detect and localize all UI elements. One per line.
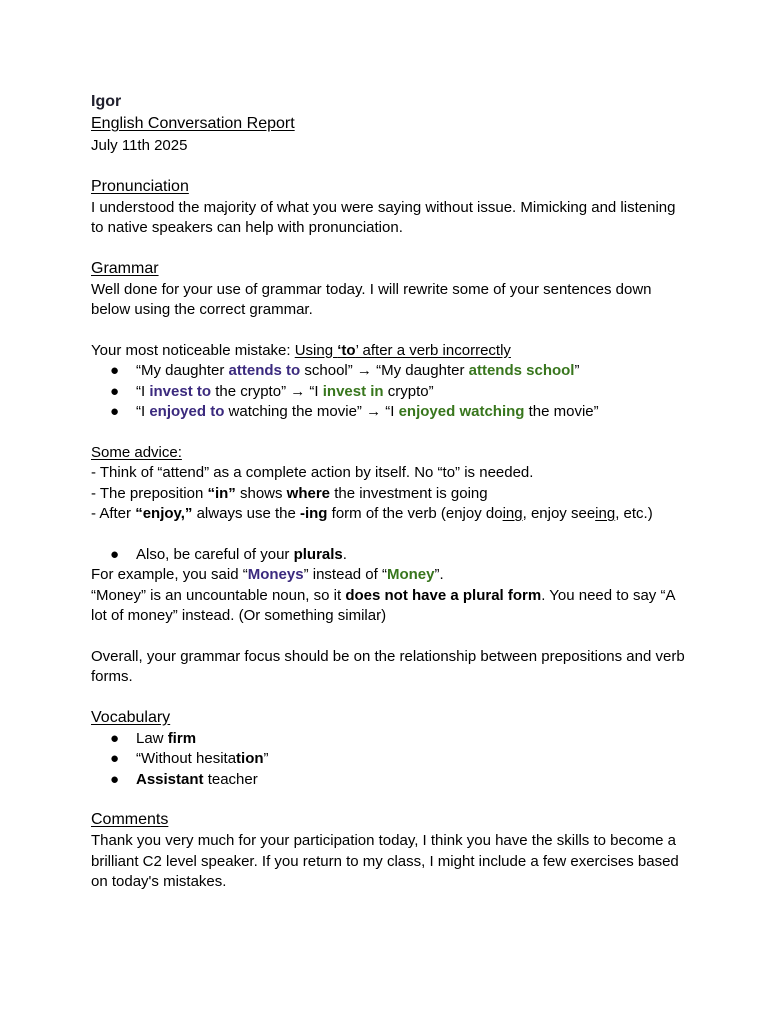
pronunciation-text: I understood the majority of what you were saying without issue. Mimicking and listening to native speakers can help with pronunciation.	[91, 198, 676, 236]
advice-heading: Some advice:	[91, 443, 182, 461]
grammar-examples-list	[91, 361, 688, 423]
wrong-word: Moneys	[247, 566, 304, 583]
correct-phrase: attends school	[468, 362, 575, 379]
grammar-intro: Well done for your use of grammar today. I will rewrite some of your sentences down below using the correct grammar.	[91, 280, 652, 318]
list-item: ● Assistant teacher	[91, 770, 688, 791]
mistake-description: Using ‘to’ after a verb incorrectly	[294, 341, 511, 359]
grammar-heading: Grammar	[91, 259, 159, 277]
bullet-icon: ●	[110, 750, 120, 767]
grammar-mistake-line: Your most noticeable mistake: Using ‘to’ after a verb incorrectly	[91, 341, 511, 359]
bullet-icon: ●	[110, 362, 120, 379]
list-item: ● “I invest to the crypto” → “I invest in crypto”	[91, 382, 688, 403]
correct-phrase: invest in	[322, 382, 384, 400]
vocabulary-heading: Vocabulary	[91, 708, 171, 726]
comments-heading: Comments	[91, 811, 169, 828]
comments-text: Thank you very much for your participation today, I think you have the skills to become a brilliant C2 level speaker. If you return to my class, I might include a few exercises based on today's mistakes.	[91, 832, 679, 890]
bullet-icon: ●	[110, 403, 120, 420]
money-explanation: “Money” is an uncountable noun, so it does not have a plural form. You need to say “A lot of money” instead. (Or something similar)	[91, 586, 675, 624]
student-name: Igor	[91, 93, 122, 110]
advice-item: - After “enjoy,” always use the -ing form of the verb (enjoy doing, enjoy seeing, etc.)	[91, 505, 653, 522]
list-item: ● Also, be careful of your plurals.	[91, 545, 688, 566]
grammar-overall: Overall, your grammar focus should be on the relationship between prepositions and verb forms.	[91, 647, 685, 685]
wrong-phrase: invest to	[149, 382, 212, 400]
advice-item: - Think of “attend” as a complete action by itself. No “to” is needed.	[91, 464, 534, 481]
correct-word: Money	[386, 566, 435, 583]
plural-example: For example, you said “Moneys” instead of “Money”.	[91, 566, 444, 583]
plurals-list	[91, 545, 688, 566]
list-item: ● Law firm	[91, 729, 688, 750]
wrong-phrase: enjoyed to	[149, 403, 225, 420]
list-item: ● “My daughter attends to school” → “My daughter attends school”	[91, 361, 688, 382]
report-date: July 11th 2025	[91, 137, 188, 154]
list-item: ● “Without hesitation”	[91, 749, 688, 770]
pronunciation-heading: Pronunciation	[91, 177, 189, 195]
advice-item: - The preposition “in” shows where the investment is going	[91, 484, 488, 502]
bullet-icon: ●	[110, 382, 120, 400]
correct-phrase: enjoyed watching	[398, 403, 525, 420]
bullet-icon: ●	[110, 729, 120, 747]
bullet-icon: ●	[110, 545, 120, 563]
vocabulary-list	[91, 729, 688, 791]
report-title: English Conversation Report	[91, 115, 295, 132]
bullet-icon: ●	[110, 770, 120, 788]
wrong-phrase: attends to	[228, 362, 301, 379]
list-item: ● “I enjoyed to watching the movie” → “I enjoyed watching the movie”	[91, 402, 688, 423]
